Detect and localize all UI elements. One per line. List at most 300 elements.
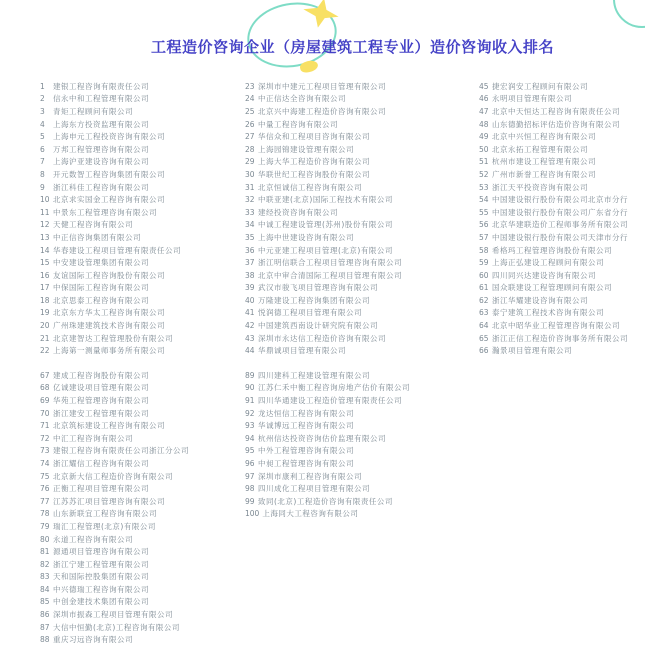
list-item xyxy=(40,344,245,357)
list-item xyxy=(479,181,645,194)
rank-number: 88 xyxy=(40,635,50,645)
company-name: 北京思泰工程咨询有限公司 xyxy=(53,295,149,305)
rank-number: 73 xyxy=(40,446,50,456)
company-name: 万隆建设工程咨询集团有限公司 xyxy=(258,295,370,305)
rank-number: 23 xyxy=(245,81,255,91)
list-item xyxy=(40,307,245,320)
company-name: 开元数智工程咨询集团有限公司 xyxy=(53,169,165,179)
list-item xyxy=(245,508,479,521)
rank-number: 97 xyxy=(245,471,255,481)
list-item xyxy=(479,332,645,345)
company-name: 永道工程咨询有限公司 xyxy=(53,534,133,544)
list-item xyxy=(479,156,645,169)
company-name: 中景东工程管理咨询有限公司 xyxy=(53,207,157,217)
company-name: 杭州信达投资咨询估价监理有限公司 xyxy=(258,433,386,443)
list-item xyxy=(40,432,245,445)
list-item xyxy=(40,256,245,269)
list-item xyxy=(40,407,245,420)
list-item xyxy=(245,231,479,244)
company-name: 建银工程咨询有限责任公司浙江分公司 xyxy=(53,446,189,456)
list-item xyxy=(40,558,245,571)
rank-number: 68 xyxy=(40,383,50,393)
list-item xyxy=(40,457,245,470)
list-item xyxy=(479,143,645,156)
rank-number: 22 xyxy=(40,346,50,356)
company-name: 北京华建联造价工程师事务所有限公司 xyxy=(492,220,628,230)
list-item xyxy=(40,419,245,432)
company-name: 华苑工程管理咨询有限公司 xyxy=(53,395,149,405)
company-name: 悦润德工程项目管理有限公司 xyxy=(258,308,362,318)
rank-number: 42 xyxy=(245,321,255,331)
rank-number: 44 xyxy=(245,346,255,356)
company-name: 深圳市中建元工程项目管理有限公司 xyxy=(258,81,386,91)
company-name: 上海园锦建设管理有限公司 xyxy=(258,144,354,154)
company-name: 山东德勤招标评估造价咨询有限公司 xyxy=(492,119,620,129)
company-name: 杭州市建设工程管理有限公司 xyxy=(492,157,596,167)
list-item xyxy=(40,244,245,257)
rank-number: 7 xyxy=(40,157,45,167)
list-item xyxy=(40,231,245,244)
list-item xyxy=(479,231,645,244)
rank-number: 25 xyxy=(245,106,255,116)
rank-number: 59 xyxy=(479,258,489,268)
company-name: 中兴德瑞工程咨询有限公司 xyxy=(53,584,149,594)
company-name: 华信众和工程项目咨询有限公司 xyxy=(258,132,370,142)
company-name: 建成工程咨询股份有限公司 xyxy=(53,370,149,380)
rank-number: 12 xyxy=(40,220,50,230)
company-name: 源通项目管理咨询有限公司 xyxy=(53,547,149,557)
rank-number: 5 xyxy=(40,132,45,142)
company-name: 浙江正信工程造价咨询事务所有限公司 xyxy=(492,333,628,343)
rank-number: 51 xyxy=(479,157,489,167)
company-name: 北京建智达工程管理股份有限公司 xyxy=(53,333,173,343)
company-name: 北京恒诚信工程咨询有限公司 xyxy=(258,182,362,192)
rank-number: 69 xyxy=(40,395,50,405)
rank-number: 60 xyxy=(479,270,489,280)
list-item xyxy=(40,470,245,483)
list-item xyxy=(40,269,245,282)
rank-number: 6 xyxy=(40,144,45,154)
rank-number: 92 xyxy=(245,408,255,418)
rank-number: 86 xyxy=(40,610,50,620)
company-name: 上海同大工程咨询有限公司 xyxy=(262,509,359,519)
list-item xyxy=(479,282,645,295)
company-name: 瀚景项目管理有限公司 xyxy=(492,346,572,356)
list-item xyxy=(245,344,479,357)
list-item xyxy=(479,105,645,118)
list-item xyxy=(40,508,245,521)
rank-number: 14 xyxy=(40,245,50,255)
company-name: 北京求实国金工程咨询有限公司 xyxy=(53,195,165,205)
list-item xyxy=(40,382,245,395)
list-item xyxy=(40,130,245,143)
company-name: 瑞汇工程管理(北京)有限公司 xyxy=(53,521,156,531)
rank-number: 81 xyxy=(40,547,50,557)
list-item xyxy=(40,156,245,169)
company-name: 四川成化工程项目管理有限公司 xyxy=(258,484,370,494)
company-name: 泰宁建筑工程技术咨询有限公司 xyxy=(492,308,604,318)
company-name: 华诚博远工程咨询有限公司 xyxy=(258,421,354,431)
rank-number: 27 xyxy=(245,132,255,142)
list-item xyxy=(479,130,645,143)
company-name: 中联亚建(北京)国际工程技术有限公司 xyxy=(258,195,393,205)
ranking-column-3 xyxy=(479,80,645,357)
company-name: 中国建设银行股份有限公司北京市分行 xyxy=(492,195,628,205)
company-name: 北京中兴恒工程咨询有限公司 xyxy=(492,132,596,142)
list-item xyxy=(245,369,479,382)
rank-number: 66 xyxy=(479,346,489,356)
rank-number: 63 xyxy=(479,308,489,318)
list-item xyxy=(245,394,479,407)
company-name: 中正信咨询集团有限公司 xyxy=(53,232,141,242)
rank-number: 16 xyxy=(40,270,50,280)
list-item xyxy=(479,256,645,269)
ranking-column-4 xyxy=(40,369,245,646)
rank-number: 70 xyxy=(40,408,50,418)
company-name: 上海大华工程造价咨询有限公司 xyxy=(258,157,370,167)
list-item xyxy=(40,520,245,533)
list-item xyxy=(479,206,645,219)
company-name: 浙江天平投资咨询有限公司 xyxy=(492,182,588,192)
list-item xyxy=(479,219,645,232)
company-name: 希格玛工程管理咨询股份有限公司 xyxy=(492,245,612,255)
list-item xyxy=(245,206,479,219)
list-item xyxy=(40,633,245,646)
list-item xyxy=(245,470,479,483)
company-name: 华春建设工程项目管理有限责任公司 xyxy=(53,245,181,255)
company-name: 四川建科工程建设管理有限公司 xyxy=(258,370,370,380)
rank-number: 58 xyxy=(479,245,489,255)
list-item xyxy=(245,93,479,106)
rank-number: 1 xyxy=(40,81,45,91)
rank-number: 33 xyxy=(245,207,255,217)
list-item xyxy=(479,294,645,307)
list-item xyxy=(245,156,479,169)
corner-arc-decoration xyxy=(613,0,645,28)
list-item xyxy=(245,445,479,458)
list-item xyxy=(245,382,479,395)
rank-number: 49 xyxy=(479,132,489,142)
company-name: 北京兴中海建工程造价咨询有限公司 xyxy=(258,106,386,116)
company-name: 大信中恒勤(北京)工程咨询有限公司 xyxy=(53,622,180,632)
rank-number: 62 xyxy=(479,295,489,305)
rank-number: 54 xyxy=(479,195,489,205)
rank-number: 94 xyxy=(245,433,255,443)
list-item xyxy=(245,256,479,269)
rank-number: 56 xyxy=(479,220,489,230)
rank-number: 39 xyxy=(245,283,255,293)
list-item xyxy=(245,457,479,470)
rank-number: 100 xyxy=(245,509,260,519)
list-item xyxy=(40,206,245,219)
company-name: 友谊国际工程咨询股份有限公司 xyxy=(53,270,165,280)
rank-number: 61 xyxy=(479,283,489,293)
list-item xyxy=(245,432,479,445)
list-item xyxy=(479,344,645,357)
ranking-column-2 xyxy=(245,80,479,357)
list-item xyxy=(245,143,479,156)
rank-number: 24 xyxy=(245,94,255,104)
company-name: 华联世纪工程咨询股份有限公司 xyxy=(258,169,370,179)
company-name: 正衡工程项目管理有限公司 xyxy=(53,484,149,494)
company-name: 国众联建设工程管理顾问有限公司 xyxy=(492,283,612,293)
company-name: 浙江科佳工程咨询有限公司 xyxy=(53,182,149,192)
list-item xyxy=(245,80,479,93)
company-name: 北京东方华太工程咨询有限公司 xyxy=(53,308,165,318)
company-name: 龙达恒信工程咨询有限公司 xyxy=(258,408,354,418)
list-item xyxy=(479,80,645,93)
list-item xyxy=(40,332,245,345)
rank-number: 17 xyxy=(40,283,50,293)
list-item xyxy=(40,294,245,307)
page-title: 工程造价咨询企业（房屋建筑工程专业）造价咨询收入排名 xyxy=(150,38,554,56)
list-item xyxy=(245,319,479,332)
rank-number: 80 xyxy=(40,534,50,544)
rank-number: 10 xyxy=(40,195,50,205)
company-name: 深圳市振森工程项目管理有限公司 xyxy=(53,610,173,620)
rank-number: 21 xyxy=(40,333,50,343)
company-name: 浙江明信联合工程项目管理咨询有限公司 xyxy=(258,258,402,268)
rank-number: 19 xyxy=(40,308,50,318)
list-item xyxy=(245,181,479,194)
list-item xyxy=(40,394,245,407)
rank-number: 45 xyxy=(479,81,489,91)
rank-number: 50 xyxy=(479,144,489,154)
list-item xyxy=(40,143,245,156)
list-item xyxy=(245,118,479,131)
list-item xyxy=(245,482,479,495)
company-name: 建经投资咨询有限公司 xyxy=(258,207,338,217)
list-item xyxy=(479,269,645,282)
company-name: 北京筑标建设工程咨询有限公司 xyxy=(53,421,165,431)
rank-number: 53 xyxy=(479,182,489,192)
rank-number: 13 xyxy=(40,232,50,242)
company-name: 北京永拓工程管理有限公司 xyxy=(492,144,588,154)
list-item xyxy=(245,294,479,307)
rank-number: 89 xyxy=(245,370,255,380)
company-name: 上海中世建设咨询有限公司 xyxy=(258,232,354,242)
company-name: 上海沪亚建设咨询有限公司 xyxy=(53,157,149,167)
company-name: 北京中昭华业工程管理咨询有限公司 xyxy=(492,321,620,331)
company-name: 中昶工程管理咨询有限公司 xyxy=(258,458,354,468)
rank-number: 46 xyxy=(479,94,489,104)
list-item xyxy=(245,307,479,320)
company-name: 中安建设管理集团有限公司 xyxy=(53,258,149,268)
rank-number: 64 xyxy=(479,321,489,331)
company-name: 中外工程管理咨询有限公司 xyxy=(258,446,354,456)
rank-number: 8 xyxy=(40,169,45,179)
company-name: 天健工程咨询有限公司 xyxy=(53,220,133,230)
rank-number: 34 xyxy=(245,220,255,230)
list-item xyxy=(40,282,245,295)
rank-number: 57 xyxy=(479,232,489,242)
rank-number: 98 xyxy=(245,484,255,494)
list-item xyxy=(40,80,245,93)
list-item xyxy=(245,193,479,206)
company-name: 中国建筑西南设计研究院有限公司 xyxy=(258,321,378,331)
company-name: 浙江宁建工程管理有限公司 xyxy=(53,559,149,569)
list-item xyxy=(40,545,245,558)
company-name: 上海申元工程投资咨询有限公司 xyxy=(53,132,165,142)
list-item xyxy=(40,571,245,584)
rank-number: 99 xyxy=(245,496,255,506)
company-name: 亿诚建设项目管理有限公司 xyxy=(53,383,149,393)
rank-number: 31 xyxy=(245,182,255,192)
rank-number: 90 xyxy=(245,383,255,393)
list-item xyxy=(479,244,645,257)
list-item xyxy=(40,583,245,596)
company-name: 浙江建安工程管理有限公司 xyxy=(53,408,149,418)
company-name: 武汉市骏飞项目管理咨询有限公司 xyxy=(258,283,378,293)
list-item xyxy=(245,332,479,345)
company-name: 中保国际工程咨询有限公司 xyxy=(53,283,149,293)
company-name: 上海正弘建设工程顾问有限公司 xyxy=(492,258,604,268)
rank-number: 65 xyxy=(479,333,489,343)
company-name: 致同(北京)工程造价咨询有限责任公司 xyxy=(258,496,393,506)
list-item xyxy=(40,608,245,621)
rank-number: 20 xyxy=(40,321,50,331)
list-item xyxy=(479,168,645,181)
company-name: 深圳市永达信工程造价咨询有限公司 xyxy=(258,333,386,343)
company-name: 中国建设银行股份有限公司天津市分行 xyxy=(492,232,628,242)
list-item xyxy=(40,369,245,382)
list-item xyxy=(40,621,245,634)
list-item xyxy=(40,168,245,181)
rank-number: 30 xyxy=(245,169,255,179)
rank-number: 79 xyxy=(40,521,50,531)
company-name: 深圳市康利工程咨询有限公司 xyxy=(258,471,362,481)
rank-number: 78 xyxy=(40,509,50,519)
rank-number: 15 xyxy=(40,258,50,268)
company-name: 广州珠建建筑技术咨询有限公司 xyxy=(53,321,165,331)
ranking-column-1 xyxy=(40,80,245,357)
company-name: 中量工程咨询有限公司 xyxy=(258,119,338,129)
list-item xyxy=(245,219,479,232)
list-item xyxy=(40,596,245,609)
rank-number: 26 xyxy=(245,119,255,129)
company-name: 北京新大信工程造价咨询有限公司 xyxy=(53,471,173,481)
rank-number: 84 xyxy=(40,584,50,594)
company-name: 广州市新誉工程咨询有限公司 xyxy=(492,169,596,179)
rank-number: 37 xyxy=(245,258,255,268)
list-item xyxy=(245,130,479,143)
rank-number: 87 xyxy=(40,622,50,632)
rank-number: 76 xyxy=(40,484,50,494)
company-name: 中正信达全咨询有限公司 xyxy=(258,94,346,104)
rank-number: 4 xyxy=(40,119,45,129)
rank-number: 77 xyxy=(40,496,50,506)
rank-number: 85 xyxy=(40,597,50,607)
rank-number: 72 xyxy=(40,433,50,443)
rank-number: 32 xyxy=(245,195,255,205)
list-item xyxy=(40,495,245,508)
list-item xyxy=(40,319,245,332)
rank-number: 91 xyxy=(245,395,255,405)
rank-number: 29 xyxy=(245,157,255,167)
list-item xyxy=(40,93,245,106)
list-item xyxy=(40,445,245,458)
list-item xyxy=(479,193,645,206)
rank-number: 82 xyxy=(40,559,50,569)
list-item xyxy=(245,244,479,257)
ranking-column-5 xyxy=(245,369,479,520)
company-name: 北京中天恒达工程咨询有限责任公司 xyxy=(492,106,620,116)
list-item xyxy=(40,482,245,495)
list-item xyxy=(479,319,645,332)
company-name: 山东新联宜工程咨询有限公司 xyxy=(53,509,157,519)
rank-number: 48 xyxy=(479,119,489,129)
company-name: 捷宏润安工程顾问有限公司 xyxy=(492,81,588,91)
list-item xyxy=(245,269,479,282)
rank-number: 28 xyxy=(245,144,255,154)
rank-number: 38 xyxy=(245,270,255,280)
rank-number: 55 xyxy=(479,207,489,217)
rank-number: 40 xyxy=(245,295,255,305)
list-item xyxy=(40,181,245,194)
list-item xyxy=(40,105,245,118)
rank-number: 71 xyxy=(40,421,50,431)
rank-number: 18 xyxy=(40,295,50,305)
rank-number: 95 xyxy=(245,446,255,456)
company-name: 中国建设银行股份有限公司广东省分行 xyxy=(492,207,628,217)
rank-number: 75 xyxy=(40,471,50,481)
rank-number: 93 xyxy=(245,421,255,431)
list-item xyxy=(245,282,479,295)
company-name: 青矩工程顾问有限公司 xyxy=(53,106,133,116)
company-name: 华鼎诚项目管理有限公司 xyxy=(258,346,346,356)
company-name: 中创金建技术集团有限公司 xyxy=(53,597,149,607)
rank-number: 9 xyxy=(40,182,45,192)
list-item xyxy=(40,533,245,546)
company-name: 上海第一测量师事务所有限公司 xyxy=(53,346,165,356)
list-item xyxy=(40,118,245,131)
list-item xyxy=(479,118,645,131)
list-item xyxy=(479,307,645,320)
list-item xyxy=(40,193,245,206)
company-name: 中元亚建工程项目管理(北京)有限公司 xyxy=(258,245,393,255)
list-item xyxy=(245,419,479,432)
rank-number: 41 xyxy=(245,308,255,318)
company-name: 浙江华耀建设咨询有限公司 xyxy=(492,295,588,305)
list-item xyxy=(245,495,479,508)
company-name: 永明项目管理有限公司 xyxy=(492,94,572,104)
company-name: 江苏苏汇项目管理咨询有限公司 xyxy=(53,496,165,506)
rank-number: 96 xyxy=(245,458,255,468)
company-name: 四川华通建设工程造价管理有限责任公司 xyxy=(258,395,402,405)
company-name: 信永中和工程管理有限公司 xyxy=(53,94,149,104)
company-name: 万邦工程管理咨询有限公司 xyxy=(53,144,149,154)
rank-number: 11 xyxy=(40,207,50,217)
rank-number: 2 xyxy=(40,94,45,104)
rank-number: 67 xyxy=(40,370,50,380)
company-name: 浙江耀信工程咨询有限公司 xyxy=(53,458,149,468)
list-item xyxy=(245,105,479,118)
company-name: 重庆习远咨询有限公司 xyxy=(53,635,133,645)
company-name: 上海东方投资监理有限公司 xyxy=(53,119,149,129)
company-name: 北京中审合清国际工程项目管理有限公司 xyxy=(258,270,402,280)
rank-number: 52 xyxy=(479,169,489,179)
rank-number: 35 xyxy=(245,232,255,242)
rank-number: 47 xyxy=(479,106,489,116)
company-name: 四川同兴达建设咨询有限公司 xyxy=(492,270,596,280)
rank-number: 83 xyxy=(40,572,50,582)
list-item xyxy=(479,93,645,106)
list-item xyxy=(245,407,479,420)
company-name: 江苏仁禾中衡工程咨询房地产估价有限公司 xyxy=(258,383,410,393)
company-name: 中汇工程咨询有限公司 xyxy=(53,433,133,443)
company-name: 中诚工程建设管理(苏州)股份有限公司 xyxy=(258,220,393,230)
company-name: 建银工程咨询有限责任公司 xyxy=(53,81,149,91)
